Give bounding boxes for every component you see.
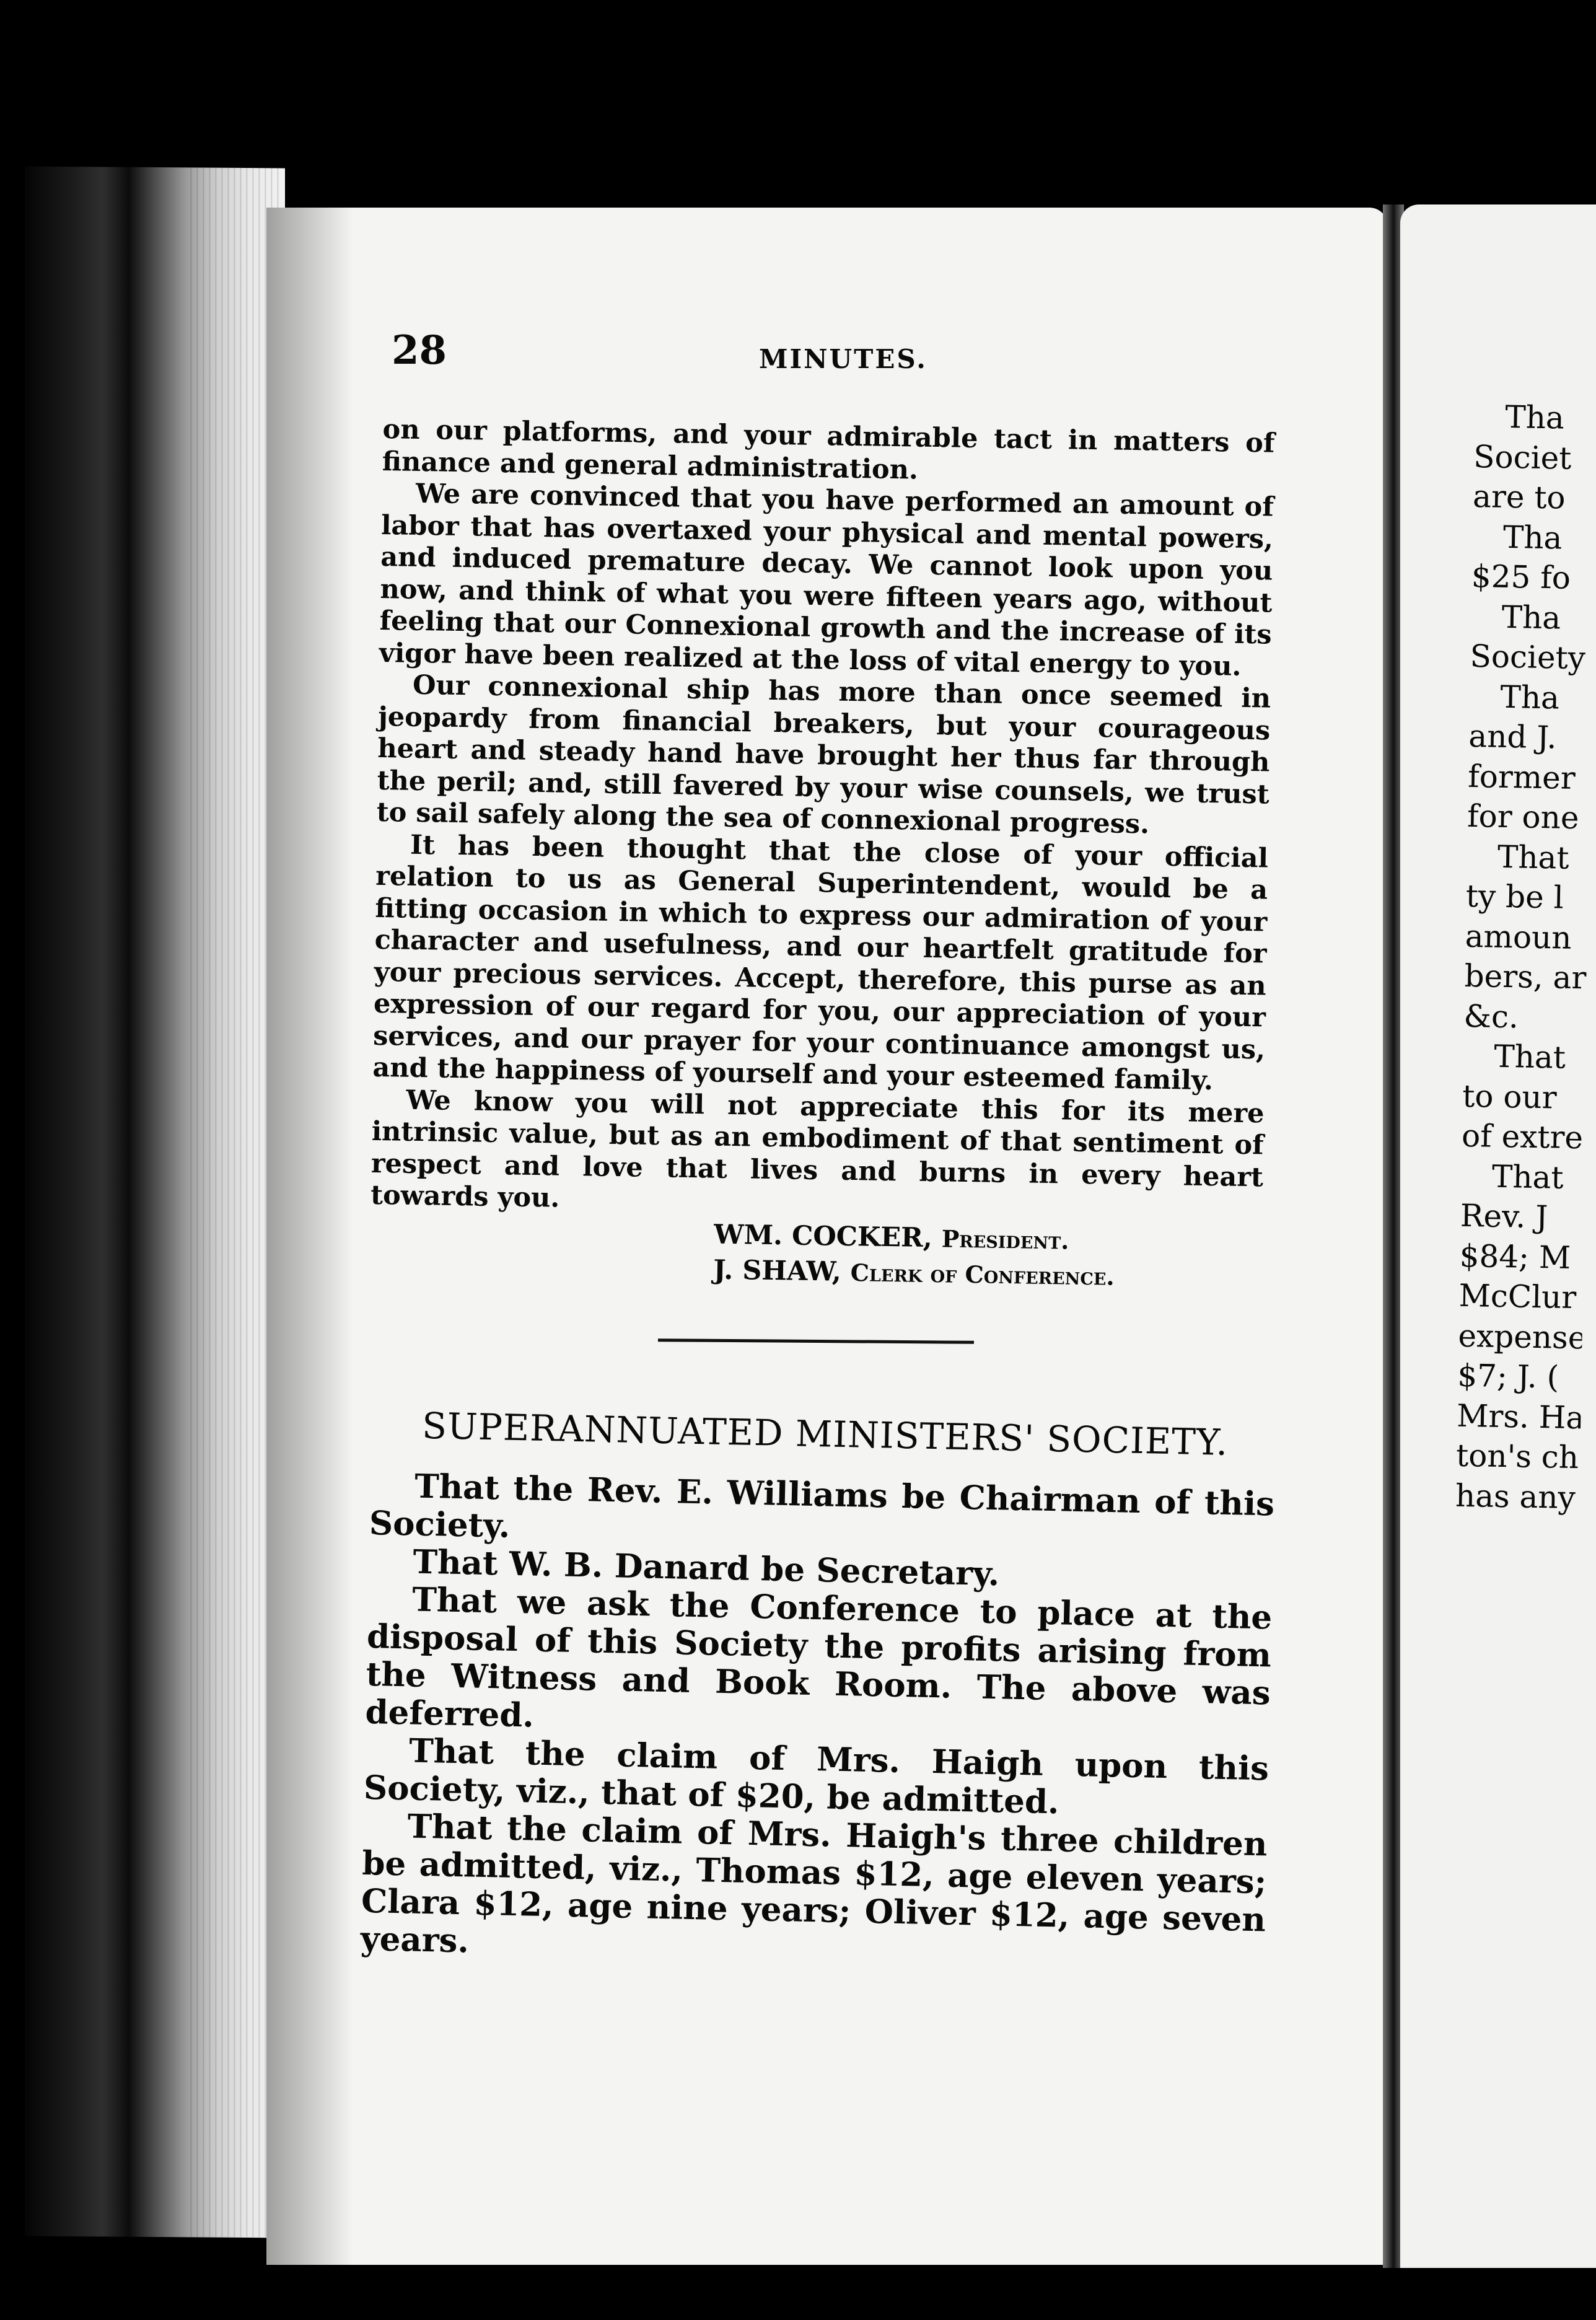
page-edge-lines (186, 167, 279, 2237)
resolution: That the Rev. E. Williams be Chairman of this Society. (369, 1467, 1275, 1545)
address-paragraph: We know you will not appreciate this for its mere intrinsic value, but as an embodiment of that sentiment of respect and love that lives and burns in every heart towards you. (370, 1084, 1265, 1214)
right-page-line: for one (1467, 798, 1579, 837)
right-page-line: McClur (1458, 1277, 1577, 1316)
right-page-line: That (1497, 838, 1570, 876)
right-page-line: $25 fo (1471, 558, 1571, 596)
right-page-line: $84; M (1459, 1237, 1571, 1276)
address-text (369, 414, 1275, 1296)
address-paragraph: It has been thought that the close of your official relation to us as General Superintendent, would be a fitting occasion in which to express our admiration of your character and usefulness, and our heartfelt gratitude for your precious services. Accept, therefore, this purse as an expression of our regard for you, our appreciation of your services, and our prayer for your continuance amongst us, and the happiness of yourself and your esteemed family. (372, 829, 1269, 1097)
right-page-line: amoun (1465, 918, 1572, 956)
resolution: That W. B. Danard be Secretary. (413, 1542, 1000, 1594)
address-paragraph: on our platforms, and your admirable tact in matters of finance and general administration. (382, 414, 1275, 486)
right-page-line: are to (1472, 478, 1566, 516)
right-page-line: Tha (1504, 398, 1565, 436)
section-title: SUPERANNUATED MINISTERS' SOCIETY. (421, 1404, 1229, 1464)
signature-name: WM. COCKER, (713, 1219, 933, 1254)
signature-title: President. (941, 1224, 1069, 1255)
right-page-line: ton's ch (1455, 1437, 1579, 1476)
signature-name: J. SHAW, (712, 1254, 842, 1288)
address-paragraph: We are convinced that you have performed an amount of labor that has overtaxed your physical and mental powers, and induced premature decay. We cannot look upon you now, and think of what you were fifteen years ago, without feeling that our Connexional growth and the increase of its vigor have been realized at the loss of vital energy to you. (379, 478, 1274, 682)
right-page-line: to our (1462, 1078, 1558, 1115)
resolution: That the claim of Mrs. Haigh upon this Society, viz., that of $20, be admitted. (363, 1731, 1269, 1822)
right-page-line: of extre (1461, 1117, 1584, 1156)
signature-title: Clerk of Conference. (850, 1258, 1115, 1291)
right-page-line: ty be l (1465, 877, 1564, 916)
right-page-line: Tha (1500, 679, 1560, 716)
superannuated-section (360, 1404, 1276, 1977)
right-page-line: $7; J. ( (1457, 1357, 1559, 1395)
right-page-line: and J. (1468, 718, 1557, 756)
right-page-line: former (1467, 758, 1576, 796)
right-page-line: has any (1455, 1477, 1576, 1516)
right-page-line: &c. (1463, 998, 1519, 1035)
right-page-line: expense (1458, 1317, 1587, 1356)
left-page-shadow (266, 208, 353, 2265)
right-page-line: Tha (1502, 519, 1563, 556)
right-page-line: Society (1470, 638, 1586, 677)
resolution: That the claim of Mrs. Haigh's three children be admitted, viz., Thomas $12, age eleven years; Clara $12, age nine years; Oliver $12, age seven years. (360, 1807, 1268, 1961)
running-head: MINUTES. (759, 344, 927, 374)
address-paragraph: Our connexional ship has more than once seemed in jeopardy from financial breakers, but your courageous heart and steady hand have brought her thus far through the peril; and, still favered by your wise counsels, we trust to sail safely along the sea of connexional progress. (376, 669, 1271, 840)
resolution: That we ask the Conference to place at the disposal of this Society the profits arising from the Witness and Book Room. The above was deferred. (364, 1580, 1273, 1735)
right-page-line: That (1493, 1038, 1566, 1076)
right-page-line: bers, ar (1464, 957, 1587, 996)
right-page-line: Mrs. Ha (1456, 1397, 1585, 1436)
right-page-line: Rev. J (1460, 1197, 1548, 1236)
right-page-text (1455, 397, 1596, 1518)
right-page-line: Societ (1473, 438, 1572, 477)
right-page-line: That (1491, 1158, 1564, 1196)
page-number: 28 (392, 327, 447, 374)
right-page-line: Tha (1501, 599, 1561, 636)
